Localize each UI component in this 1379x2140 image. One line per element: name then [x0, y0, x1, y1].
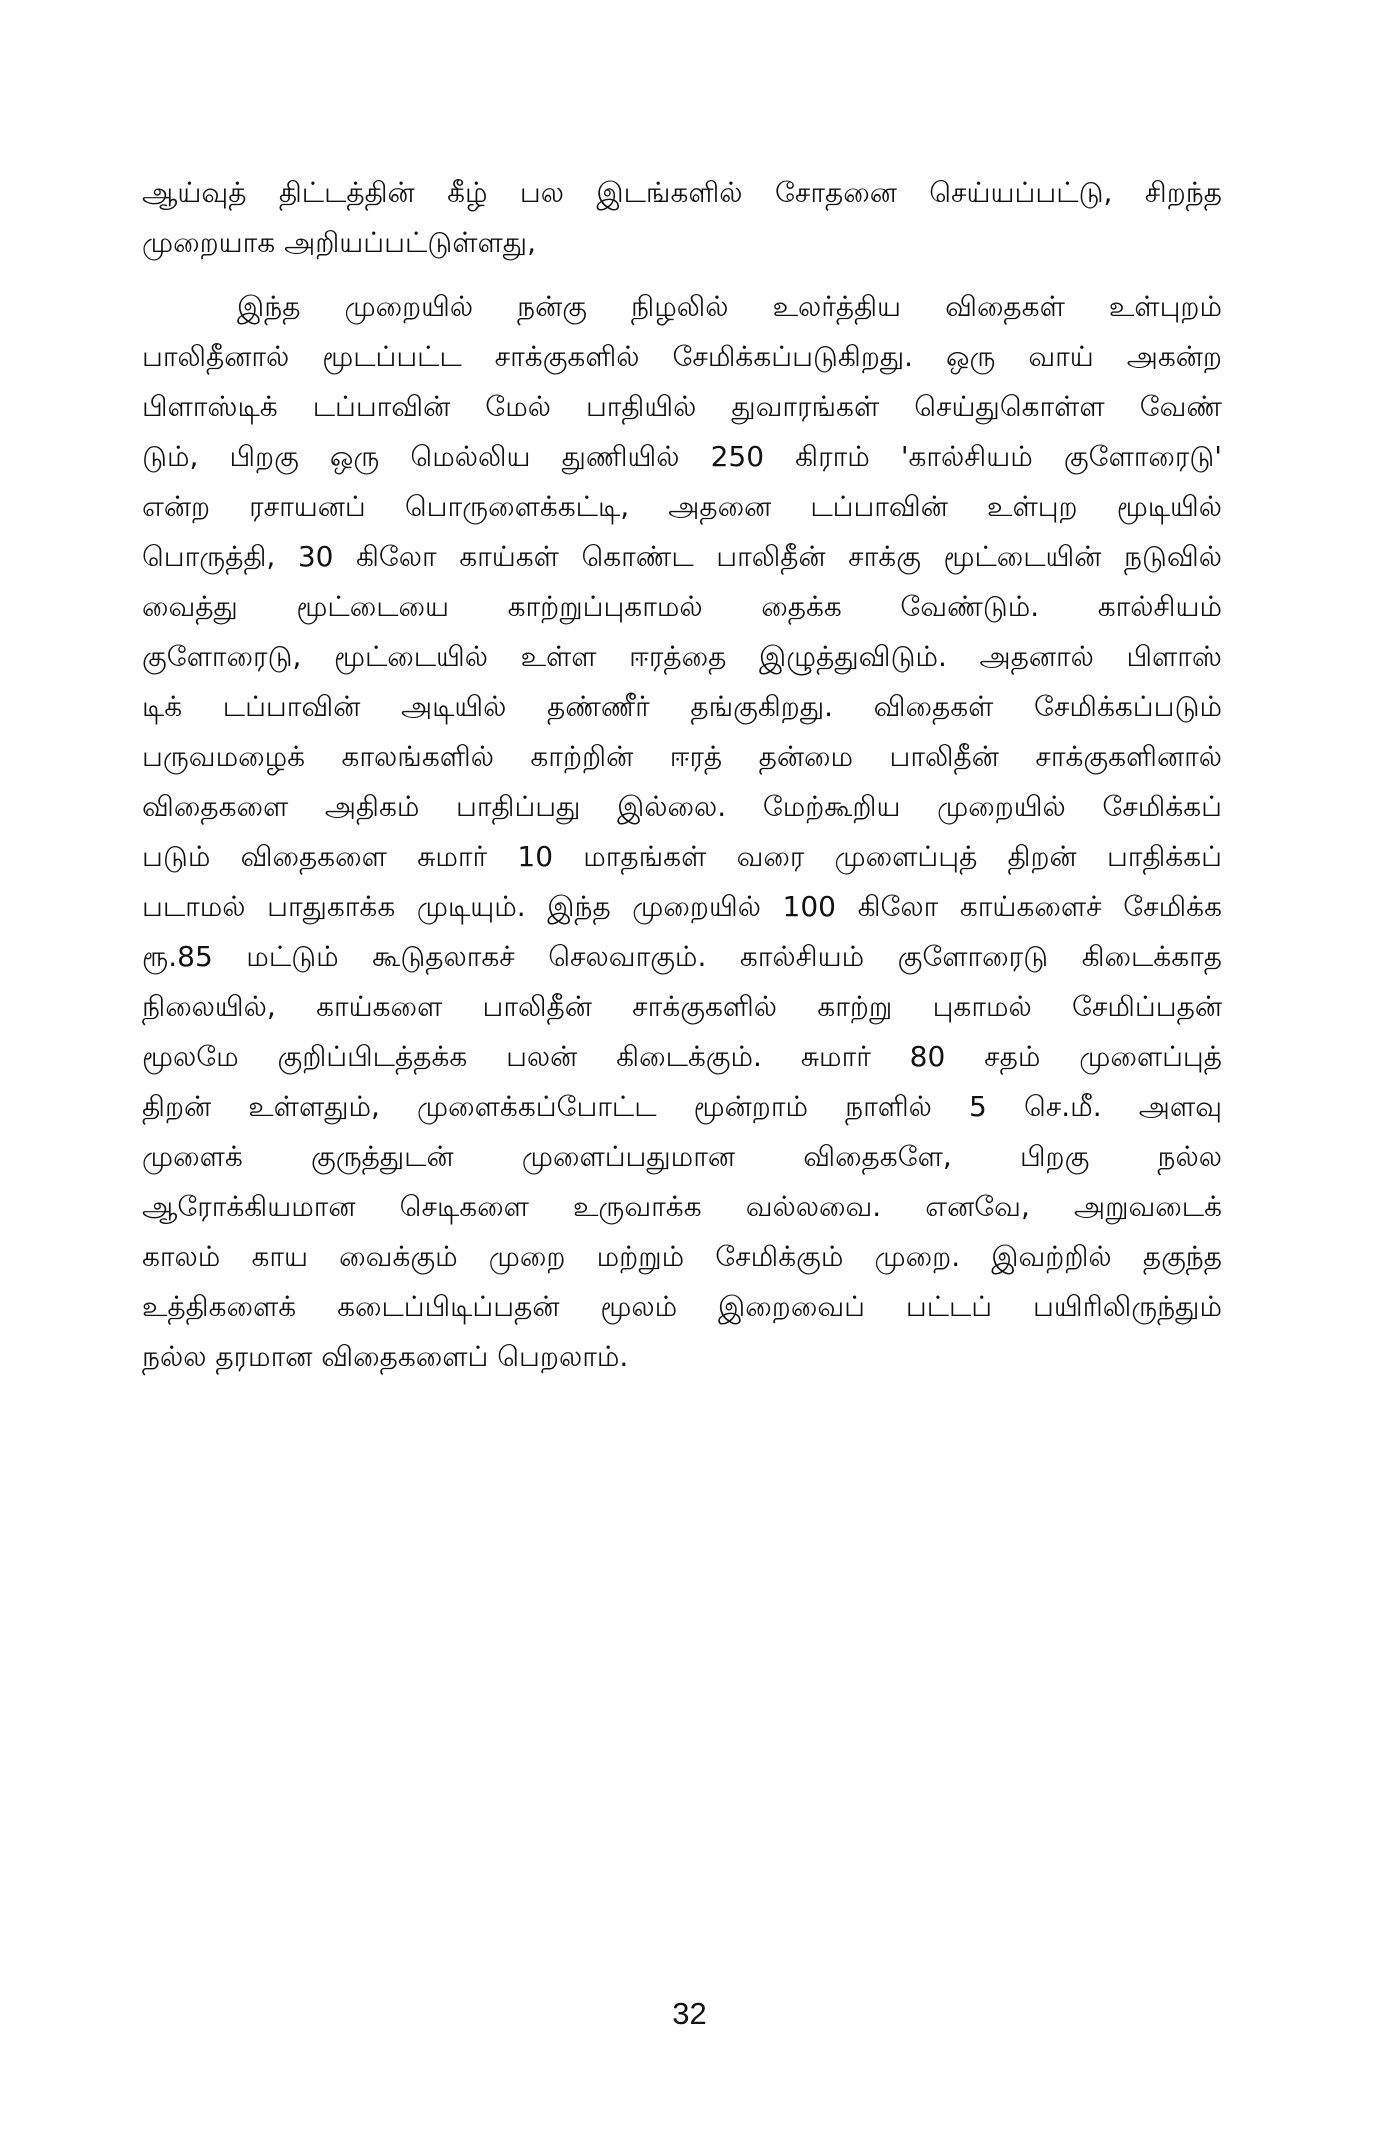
text-line: பிளாஸ்டிக் டப்பாவின் மேல் பாதியில் துவாரங்கள் செய்துகொள்ள வேண் [142, 390, 1222, 423]
text-line: ரூ.85 மட்டும் கூடுதலாகச் செலவாகும். கால்சியம் குளோரைடு கிடைக்காத [142, 940, 1222, 973]
text-line: மூலமே குறிப்பிடத்தக்க பலன் கிடைக்கும். சுமார் 80 சதம் முளைப்புத் [142, 1040, 1222, 1073]
text-line: நல்ல தரமான விதைகளைப் பெறலாம். [142, 1340, 629, 1373]
paragraph-1 [142, 168, 1222, 268]
text-line: வைத்து மூட்டையை காற்றுப்புகாமல் தைக்க வேண்டும். கால்சியம் [142, 590, 1222, 623]
body-text [142, 168, 1222, 1382]
text-line: பருவமழைக் காலங்களில் காற்றின் ஈரத் தன்மை பாலிதீன் சாக்குகளினால் [142, 740, 1222, 773]
text-line: காலம் காய வைக்கும் முறை மற்றும் சேமிக்கும் முறை. இவற்றில் தகுந்த [142, 1240, 1222, 1273]
text-line: முளைக் குருத்துடன் முளைப்பதுமான விதைகளே, பிறகு நல்ல [142, 1140, 1222, 1173]
text-line: நிலையில், காய்களை பாலிதீன் சாக்குகளில் காற்று புகாமல் சேமிப்பதன் [142, 990, 1222, 1023]
text-line: ஆய்வுத் திட்டத்தின் கீழ் பல இடங்களில் சோதனை செய்யப்பட்டு, சிறந்த [142, 176, 1222, 209]
text-line: படும் விதைகளை சுமார் 10 மாதங்கள் வரை முளைப்புத் திறன் பாதிக்கப் [142, 840, 1222, 873]
text-line: விதைகளை அதிகம் பாதிப்பது இல்லை. மேற்கூறிய முறையில் சேமிக்கப் [142, 790, 1222, 823]
text-line: ஆரோக்கியமான செடிகளை உருவாக்க வல்லவை. எனவே, அறுவடைக் [142, 1190, 1222, 1223]
page-number: 32 [672, 1996, 707, 2031]
text-line: டிக் டப்பாவின் அடியில் தண்ணீர் தங்குகிறது. விதைகள் சேமிக்கப்படும் [142, 690, 1222, 723]
text-line: பொருத்தி, 30 கிலோ காய்கள் கொண்ட பாலிதீன் சாக்கு மூட்டையின் நடுவில் [142, 540, 1222, 573]
text-line: திறன் உள்ளதும், முளைக்கப்போட்ட மூன்றாம் நாளில் 5 செ.மீ. அளவு [142, 1090, 1222, 1123]
text-line: என்ற ரசாயனப் பொருளைக்கட்டி, அதனை டப்பாவின் உள்புற மூடியில் [142, 490, 1222, 523]
text-line: பாலிதீனால் மூடப்பட்ட சாக்குகளில் சேமிக்கப்படுகிறது. ஒரு வாய் அகன்ற [142, 340, 1222, 373]
paragraph-2 [142, 282, 1222, 1382]
text-line: முறையாக அறியப்பட்டுள்ளது, [142, 226, 536, 259]
paragraph-spacer [142, 268, 1222, 282]
text-line: டும், பிறகு ஒரு மெல்லிய துணியில் 250 கிராம் 'கால்சியம் குளோரைடு' [142, 440, 1222, 473]
text-line: இந்த முறையில் நன்கு நிழலில் உலர்த்திய விதைகள் உள்புறம் [237, 290, 1222, 323]
text-line: குளோரைடு, மூட்டையில் உள்ள ஈரத்தை இழுத்துவிடும். அதனால் பிளாஸ் [142, 640, 1222, 673]
text-line: உத்திகளைக் கடைப்பிடிப்பதன் மூலம் இறைவைப் பட்டப் பயிரிலிருந்தும் [142, 1290, 1222, 1323]
text-line: படாமல் பாதுகாக்க முடியும். இந்த முறையில் 100 கிலோ காய்களைச் சேமிக்க [142, 890, 1222, 923]
